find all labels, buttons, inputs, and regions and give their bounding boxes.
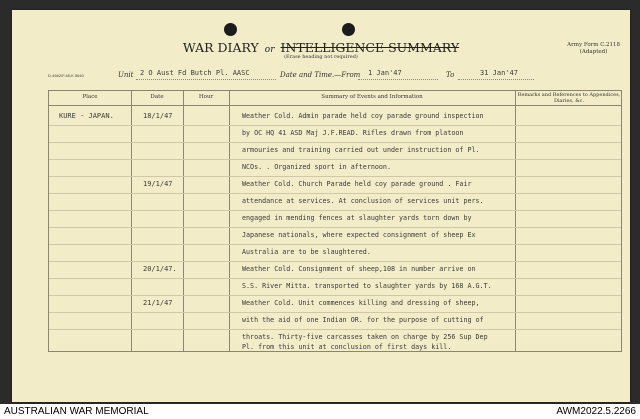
entry-date: 21/1/47 bbox=[143, 299, 173, 307]
header-place: Place bbox=[82, 94, 98, 100]
header-hour: Hour bbox=[198, 94, 214, 100]
army-form-label: Army Form C.2118 bbox=[567, 42, 620, 48]
ruled-line bbox=[49, 312, 621, 313]
summary-line: throats. Thirty-five carcasses taken on charge by 256 Sup Dep bbox=[242, 333, 488, 341]
army-form-number bbox=[567, 42, 620, 56]
from-date-value: 1 Jan'47 bbox=[368, 69, 402, 77]
date-time-label: Date and Time.—From bbox=[280, 71, 361, 79]
entry-date: 18/1/47 bbox=[143, 112, 173, 120]
summary-line: Australia are to be slaughtered. bbox=[242, 248, 371, 256]
ruled-line bbox=[49, 227, 621, 228]
summary-line: Weather Cold. Consignment of sheep,108 in number arrive on bbox=[242, 265, 476, 273]
adapted-label: (Adapted) bbox=[579, 49, 608, 55]
ruled-line bbox=[49, 176, 621, 177]
entry-date: 20/1/47. bbox=[143, 265, 177, 273]
summary-line: Japanese nationals, where expected consignment of sheep Ex bbox=[242, 231, 476, 239]
unit-value: 2 O Aust Fd Butch Pl. AASC bbox=[140, 69, 250, 77]
ruled-line bbox=[49, 244, 621, 245]
summary-line: Pl. from this unit at conclusion of first days kill. bbox=[242, 343, 452, 351]
ruled-line bbox=[49, 295, 621, 296]
unit-label: Unit bbox=[118, 71, 134, 79]
ruled-line bbox=[49, 125, 621, 126]
war-diary-page bbox=[12, 10, 630, 402]
diary-table bbox=[48, 90, 622, 352]
summary-line: with the aid of one Indian OR. for the purpose of cutting of bbox=[242, 316, 484, 324]
place-entry: KURE - JAPAN. bbox=[59, 112, 114, 120]
footer-credit: AUSTRALIAN WAR MEMORIAL bbox=[4, 406, 149, 417]
erase-heading-note: (Erase heading not required) bbox=[284, 54, 358, 60]
summary-line: attendance at services. At conclusion of services unit pers. bbox=[242, 197, 484, 205]
ruled-line bbox=[49, 142, 621, 143]
header-remarks: Remarks and References to Appendices, Diaries, &c. bbox=[517, 92, 621, 104]
ruled-line bbox=[49, 261, 621, 262]
from-underline bbox=[358, 79, 438, 80]
summary-line: NCOs. . Organized sport in afternoon. bbox=[242, 163, 391, 171]
summary-line: S.S. River Mitta. transported to slaughter yards by 168 A.G.T. bbox=[242, 282, 492, 290]
header-date: Date bbox=[150, 94, 164, 100]
title-or: or bbox=[264, 45, 275, 55]
header-summary: Summary of Events and Information bbox=[321, 94, 423, 100]
form-title bbox=[12, 40, 630, 55]
summary-line: armouries and training carried out under instruction of Pl. bbox=[242, 146, 480, 154]
footer-accession-number: AWM2022.5.2266 bbox=[556, 406, 636, 417]
to-label: To bbox=[446, 71, 455, 79]
summary-line: by OC HQ 41 ASD Maj J.F.READ. Rifles drawn from platoon bbox=[242, 129, 464, 137]
summary-line: Weather Cold. Church Parade held coy parade ground . Fair bbox=[242, 180, 472, 188]
to-date-value: 31 Jan'47 bbox=[480, 69, 518, 77]
to-underline bbox=[458, 79, 534, 80]
ruled-line bbox=[49, 329, 621, 330]
summary-line: engaged in mending fences at slaughter yards torn down by bbox=[242, 214, 472, 222]
ruled-line bbox=[49, 159, 621, 160]
header-underline bbox=[49, 105, 621, 106]
ruled-line bbox=[49, 278, 621, 279]
ruled-line bbox=[49, 193, 621, 194]
punch-hole-left bbox=[224, 23, 237, 36]
ruled-line bbox=[49, 210, 621, 211]
printer-code: D-4662/F.48-K.5640 bbox=[48, 73, 84, 78]
summary-line: Weather Cold. Admin parade held coy parade ground inspection bbox=[242, 112, 484, 120]
footer-bar bbox=[0, 404, 640, 419]
title-intelligence-summary: INTELLIGENCE SUMMARY bbox=[280, 40, 460, 55]
unit-underline bbox=[136, 79, 276, 80]
summary-line: Weather Cold. Unit commences killing and dressing of sheep, bbox=[242, 299, 480, 307]
entry-date: 19/1/47 bbox=[143, 180, 173, 188]
punch-hole-right bbox=[342, 23, 355, 36]
title-war-diary: WAR DIARY bbox=[182, 40, 259, 55]
